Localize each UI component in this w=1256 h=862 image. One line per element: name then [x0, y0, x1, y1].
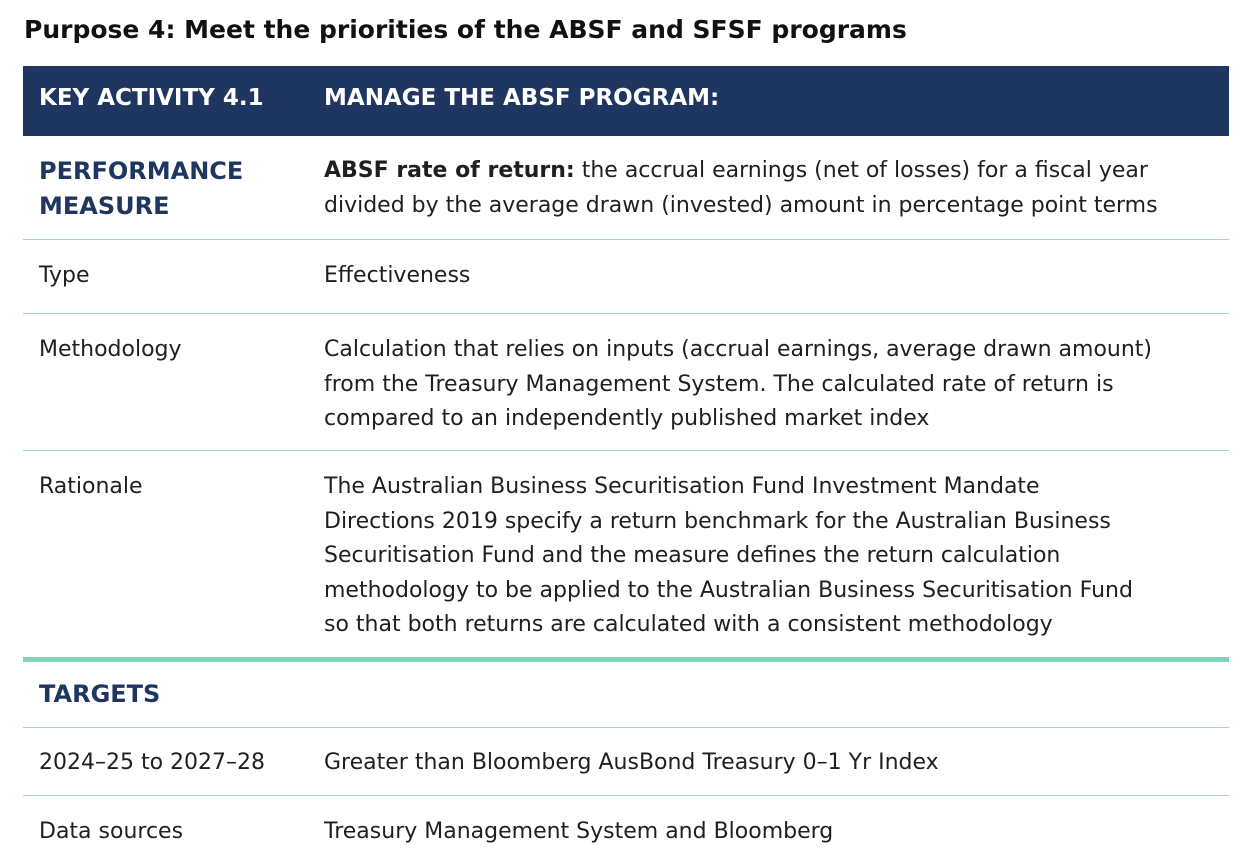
rationale-line: methodology to be applied to the Australian Business Securitisation Fund	[324, 577, 1133, 603]
data-sources-label: Data sources	[39, 819, 184, 844]
rationale-line: so that both returns are calculated with a consistent methodology	[324, 612, 1053, 637]
target-row	[23, 728, 1229, 796]
data-sources-row	[23, 796, 1229, 862]
measure-name: ABSF rate of return:	[324, 158, 575, 183]
page-title: Purpose 4: Meet the priorities of the ABSF and SFSF programs	[24, 15, 907, 44]
targets-heading-row	[23, 662, 1229, 728]
performance-measure-label	[39, 154, 309, 223]
performance-measure-description	[324, 154, 1224, 223]
methodology-line: from the Treasury Management System. The calculated rate of return is	[324, 371, 1114, 397]
rationale-line: Directions 2019 specify a return benchmark for the Australian Business	[324, 508, 1111, 534]
data-sources-value: Treasury Management System and Bloomberg	[324, 819, 834, 844]
targets-heading: TARGETS	[39, 680, 161, 708]
methodology-row	[23, 314, 1229, 451]
rationale-label: Rationale	[39, 474, 143, 499]
header-program-title: MANAGE THE ABSF PROGRAM:	[324, 85, 720, 111]
rationale-row	[23, 451, 1229, 657]
performance-measure-row	[23, 136, 1229, 240]
rationale-line: The Australian Business Securitisation Fund Investment Mandate	[324, 474, 1040, 499]
performance-measure-label-line2: MEASURE	[39, 191, 170, 220]
rationale-line: Securitisation Fund and the measure defines the return calculation	[324, 543, 1061, 568]
methodology-text	[324, 333, 1224, 437]
target-period: 2024–25 to 2027–28	[39, 750, 266, 775]
performance-measure-label-line1: PERFORMANCE	[39, 157, 244, 185]
type-value: Effectiveness	[324, 263, 471, 288]
type-row	[23, 240, 1229, 314]
methodology-label: Methodology	[39, 337, 182, 362]
header-key-activity: KEY ACTIVITY 4.1	[39, 85, 264, 111]
target-value: Greater than Bloomberg AusBond Treasury 0–1 Yr Index	[324, 750, 939, 775]
table-header-row	[23, 66, 1229, 136]
rationale-text	[324, 470, 1224, 643]
measure-definition-line2: divided by the average drawn (invested) amount in percentage point terms	[324, 192, 1158, 218]
methodology-line: Calculation that relies on inputs (accrual earnings, average drawn amount)	[324, 337, 1153, 362]
type-label: Type	[39, 263, 90, 288]
methodology-line: compared to an independently published market index	[324, 406, 930, 431]
measure-definition-line1: the accrual earnings (net of losses) for a fiscal year	[574, 158, 1148, 183]
key-activity-table	[23, 66, 1229, 862]
